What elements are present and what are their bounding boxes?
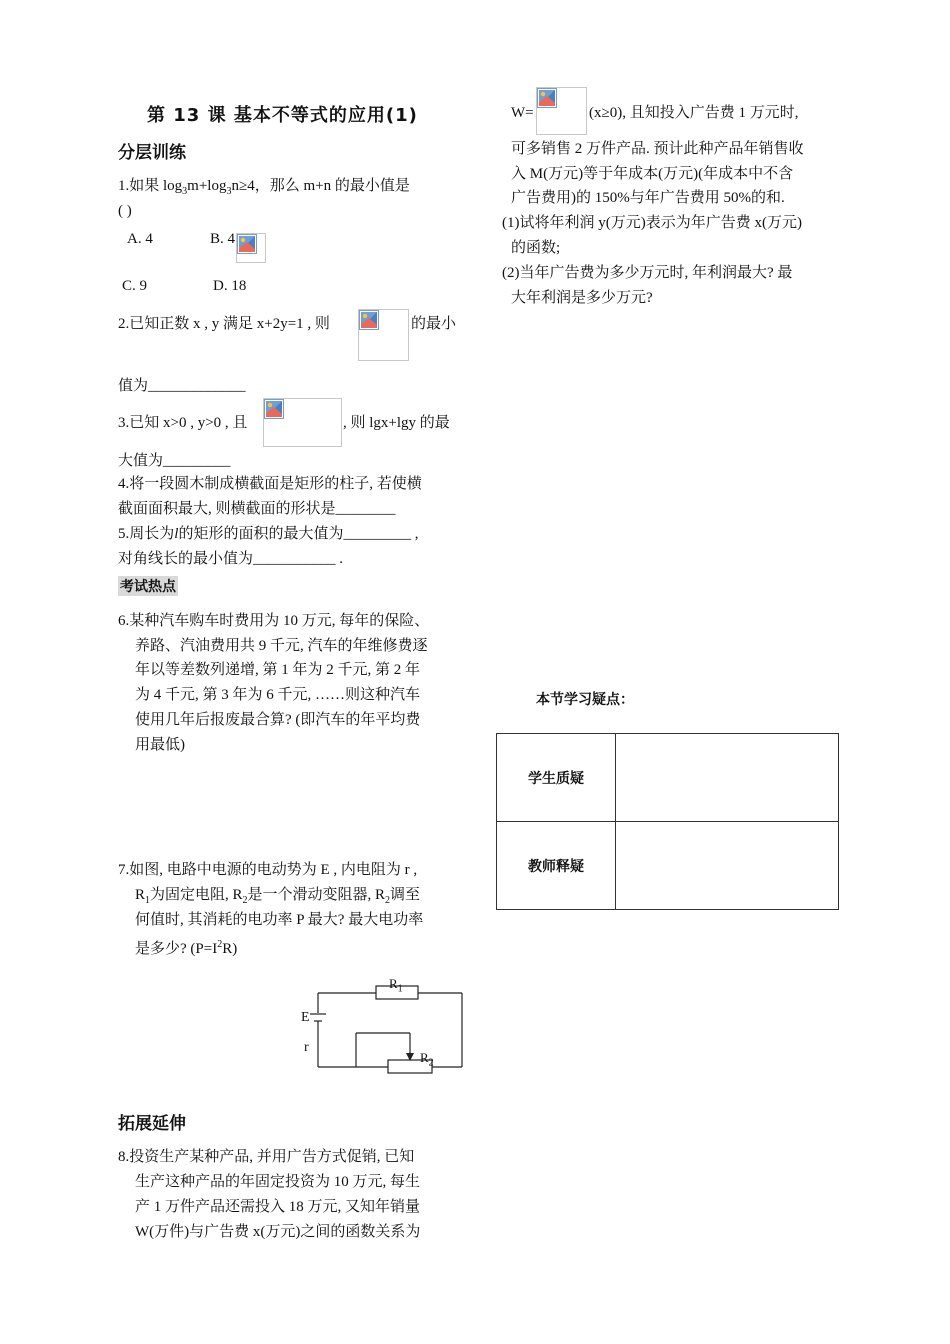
circuit-label-r1: $R_1$ xyxy=(389,976,403,995)
broken-image-icon xyxy=(237,234,257,254)
q8-sub2-line2: 大年利润是多少万元? xyxy=(511,290,653,306)
q5-line1: 5.周长为l的矩形的面积的最大值为_________ , xyxy=(118,526,419,542)
formula-image xyxy=(263,398,342,447)
q8-sub1-line2: 的函数; xyxy=(511,240,561,256)
q6-line: 用最低) xyxy=(135,737,185,753)
q1-option-b: B. 4 xyxy=(210,231,236,247)
q2-answer-line: 值为_____________ xyxy=(118,378,246,394)
circuit-label-r2: $R_2$ xyxy=(420,1050,434,1069)
q8-w-pre: W= xyxy=(511,105,534,121)
circuit-label-r: r xyxy=(304,1040,309,1055)
q1-option-c: C. 9 xyxy=(122,278,148,294)
q8-line: 8.投资生产某种产品, 并用广告方式促销, 已知 xyxy=(118,1149,415,1165)
q5-line2: 对角线长的最小值为___________ . xyxy=(118,551,344,567)
circuit-diagram xyxy=(290,975,475,1075)
q8-line: W(万件)与广告费 x(万元)之间的函数关系为 xyxy=(135,1224,421,1240)
q8-line: 产 1 万件产品还需投入 18 万元, 又知年销量 xyxy=(135,1199,421,1215)
q7-line4: 是多少? $(P=I^2R)$ xyxy=(135,939,238,957)
q7-line2: $R_1$为固定电阻, $R_2$是一个滑动变阻器, $R_2$调至 xyxy=(135,887,421,906)
q1-option-d: D. 18 xyxy=(213,278,247,294)
q1-text: 1.如果 $\log_3m+\log_3n\ge 4$，那么 m+n 的最小值是 xyxy=(118,178,410,197)
doubts-table xyxy=(496,733,839,910)
q3-answer-line: 大值为_________ xyxy=(118,453,231,469)
q8-right-line: 入 M(万元)等于年成本(万元)(年成本中不含 xyxy=(511,166,794,182)
q6-line: 6.某种汽车购车时费用为 10 万元, 每年的保险、 xyxy=(118,613,430,629)
q8-right-line: 广告费用)的 150%与年广告费用 50%的和. xyxy=(511,190,785,206)
q8-w-post: (x≥0), 且知投入广告费 1 万元时, xyxy=(589,105,799,121)
section-doubts: 本节学习疑点： xyxy=(536,692,634,708)
q4-line1: 4.将一段圆木制成横截面是矩形的柱子, 若使横 xyxy=(118,476,422,492)
formula-image xyxy=(536,87,587,135)
broken-image-icon xyxy=(359,310,379,330)
q1-paren: ( ) xyxy=(118,203,132,219)
q8-sub2-line1: (2)当年广告费为多少万元时, 年利润最大? 最 xyxy=(502,265,793,281)
q8-line: 生产这种产品的年固定投资为 10 万元, 每生 xyxy=(135,1174,421,1190)
formula-image xyxy=(358,309,409,361)
q3-text: 3.已知 x>0 , y>0 , 且 xyxy=(118,415,248,431)
circuit-label-e: E xyxy=(301,1010,310,1025)
q7-line1: 7.如图, 电路中电源的电动势为 E , 内电阻为 r , xyxy=(118,862,418,878)
q4-line2: 截面面积最大, 则横截面的形状是________ xyxy=(118,501,396,517)
section-layered-training: 分层训练 xyxy=(118,143,186,163)
teacher-answer-cell[interactable] xyxy=(616,822,839,910)
q6-line: 年以等差数列递增, 第 1 年为 2 千元, 第 2 年 xyxy=(135,662,421,678)
formula-image xyxy=(236,233,266,263)
q8-sub1-line1: (1)试将年利润 y(万元)表示为年广告费 x(万元) xyxy=(502,215,802,231)
table-label-student: 学生质疑 xyxy=(497,734,616,822)
q6-line: 使用几年后报废最合算? (即汽车的年平均费 xyxy=(135,712,421,728)
q7-line3: 何值时, 其消耗的电功率 P 最大? 最大电功率 xyxy=(135,912,424,928)
q3-text-post: , 则 lgx+lgy 的最 xyxy=(343,415,450,431)
q6-line: 养路、汽油费用共 9 千元, 汽车的年维修费逐 xyxy=(135,638,428,654)
page-title: 第 13 课 基本不等式的应用(1) xyxy=(147,105,418,126)
q8-right-line: 可多销售 2 万件产品. 预计此种产品年销售收 xyxy=(511,141,804,157)
q6-line: 为 4 千元, 第 3 年为 6 千元, ……则这种汽车 xyxy=(135,687,421,703)
broken-image-icon xyxy=(264,399,284,419)
q2-text-post: 的最小 xyxy=(411,316,457,332)
q2-text: 2.已知正数 x , y 满足 x+2y=1 , 则 xyxy=(118,316,330,332)
broken-image-icon xyxy=(537,88,557,108)
table-row xyxy=(497,822,839,910)
table-row xyxy=(497,734,839,822)
student-doubt-cell[interactable] xyxy=(616,734,839,822)
section-extension: 拓展延伸 xyxy=(118,1114,186,1134)
table-label-teacher: 教师释疑 xyxy=(497,822,616,910)
section-exam-hotspot: 考试热点 xyxy=(118,576,178,596)
q1-option-a: A. 4 xyxy=(127,231,153,247)
